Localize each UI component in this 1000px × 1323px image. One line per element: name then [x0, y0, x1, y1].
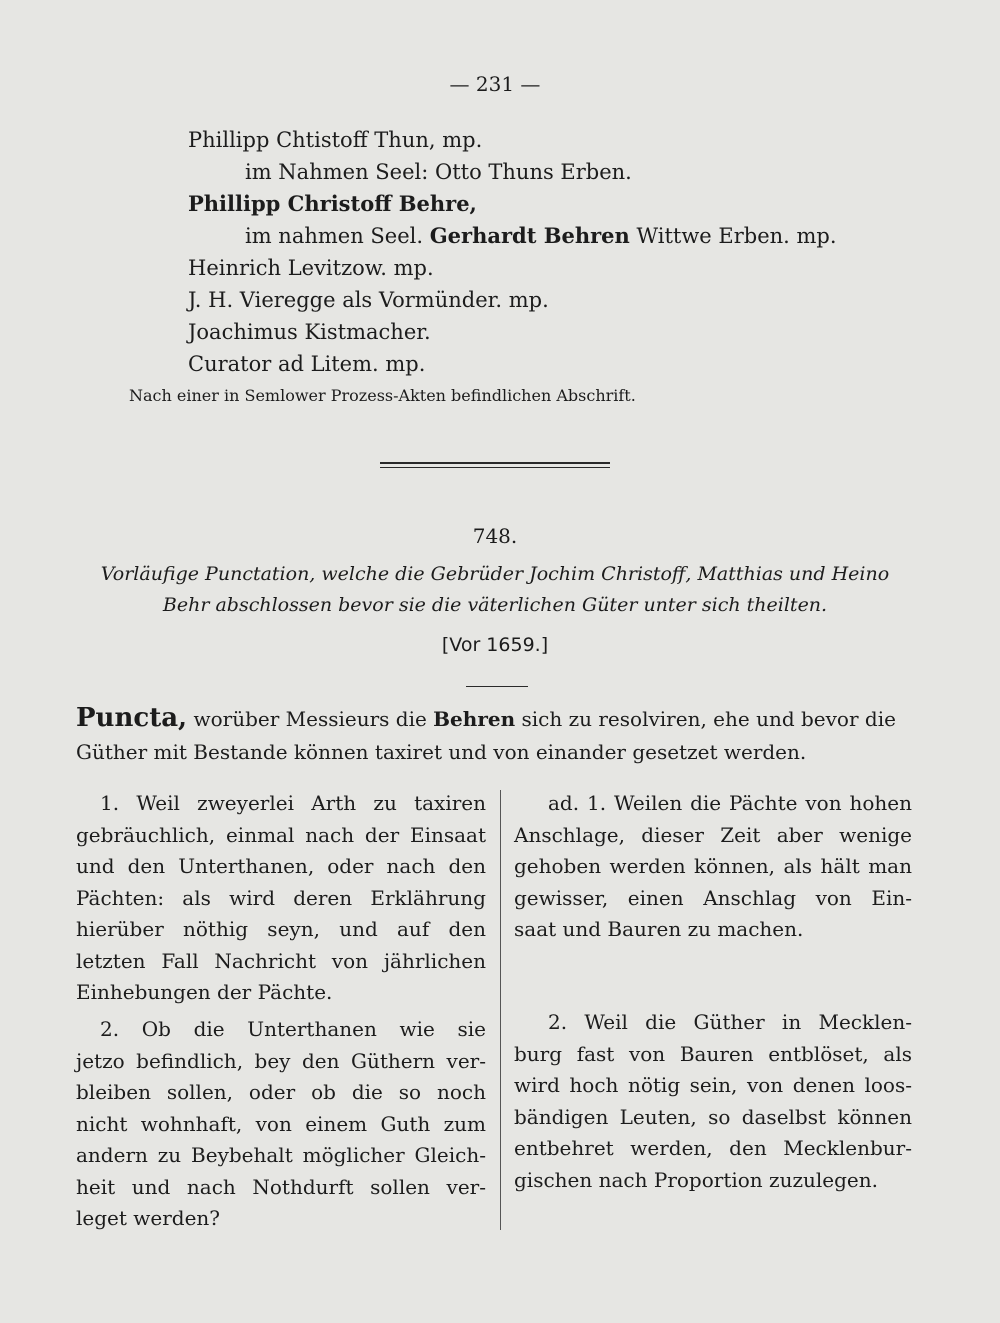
- text-line: saat und Bauren zu machen.: [514, 917, 804, 941]
- signature-line: Phillipp Chtistoff Thun, mp.: [188, 128, 483, 152]
- double-rule-top: [380, 462, 610, 464]
- text-line: gehoben werden können, als hält man: [514, 854, 912, 878]
- text-line: bändigen Leuten, so daselbst können: [514, 1104, 912, 1129]
- text-line: gewisser, einen Anschlag von Ein-: [514, 885, 912, 910]
- intro-text: sich zu resolviren, ehe und bevor die: [515, 707, 896, 731]
- text-line: burg fast von Bauren entblöset, als: [514, 1041, 912, 1066]
- text-line: ad. 1. Weilen die Pächte von hohen: [548, 791, 912, 815]
- text-line: entbehret werden, den Mecklenbur-: [514, 1136, 912, 1160]
- signature-name-bold: Gerhardt Behren: [429, 223, 630, 248]
- intro-line: Güther mit Bestande können taxiret und von einander gesetzet werden.: [76, 740, 807, 764]
- text-line: und den Unterthanen, oder nach den: [76, 854, 486, 878]
- intro-paragraph: [76, 702, 914, 769]
- signature-line: Joachimus Kistmacher.: [188, 320, 431, 344]
- right-column-item-1: [514, 788, 912, 946]
- text-line: wird hoch nötig sein, von denen loos-: [514, 1073, 912, 1097]
- text-line: 2. Weil die Güther in Mecklen-: [548, 1010, 912, 1034]
- page-number: — 231 —: [449, 72, 541, 96]
- text-line: nicht wohnhaft, von einem Guth zum: [76, 1111, 486, 1136]
- text-line: heit und nach Nothdurft sollen ver-: [76, 1174, 486, 1199]
- intro-bold-name: Behren: [433, 707, 516, 731]
- signature-line: Curator ad Litem. mp.: [188, 352, 426, 376]
- document-date: [Vor 1659.]: [441, 634, 549, 656]
- text-line: 1. Weil zweyerlei Arth zu taxiren: [100, 791, 486, 815]
- text-line: leget werden?: [76, 1206, 221, 1230]
- document-title-line: Vorläufige Punctation, welche die Gebrüder Jochim Christoff, Matthias und Heino: [100, 563, 890, 585]
- double-rule-bottom: [380, 467, 610, 468]
- text-line: Einhebungen der Pächte.: [76, 980, 333, 1004]
- text-line: bleiben sollen, oder ob die so noch: [76, 1080, 486, 1104]
- right-column-item-2: [514, 1007, 912, 1196]
- text-line: Pächten: als wird deren Erklährung: [76, 885, 486, 910]
- text-line: 2. Ob die Unterthanen wie sie: [100, 1017, 486, 1041]
- signature-line: [245, 220, 837, 252]
- text-line: andern zu Beybehalt möglicher Gleich-: [76, 1143, 486, 1167]
- text-line: letzten Fall Nachricht von jährlichen: [76, 948, 486, 973]
- intro-line: [76, 702, 914, 736]
- signature-line: Heinrich Levitzow. mp.: [188, 256, 434, 280]
- text-line: jetzo befindlich, bey den Güthern ver-: [76, 1048, 486, 1073]
- signature-line: J. H. Vieregge als Vormünder. mp.: [188, 288, 549, 312]
- text-line: gischen nach Proportion zuzulegen.: [514, 1167, 878, 1192]
- document-title-line: Behr abschlossen bevor sie die väterlichen Güter unter sich theilten.: [162, 594, 828, 616]
- intro-text: worüber Messieurs die: [187, 707, 434, 731]
- source-note: Nach einer in Semlower Prozess-Akten befindlichen Abschrift.: [129, 386, 636, 405]
- signature-text: Wittwe Erben. mp.: [636, 224, 837, 248]
- text-line: hierüber nöthig seyn, und auf den: [76, 917, 486, 941]
- document-number: 748.: [472, 524, 518, 548]
- short-rule: [466, 686, 528, 687]
- intro-first-word: Puncta,: [76, 703, 188, 733]
- text-line: Anschlage, dieser Zeit aber wenige: [514, 822, 912, 847]
- column-divider: [500, 790, 501, 1230]
- signature-text: im nahmen Seel.: [245, 224, 424, 248]
- text-line: gebräuchlich, einmal nach der Einsaat: [76, 822, 486, 847]
- signature-line: im Nahmen Seel: Otto Thuns Erben.: [245, 160, 632, 184]
- left-column-item-2: [76, 1014, 486, 1235]
- left-column-item-1: [76, 788, 486, 1009]
- signature-line: Phillipp Christoff Behre,: [188, 191, 477, 216]
